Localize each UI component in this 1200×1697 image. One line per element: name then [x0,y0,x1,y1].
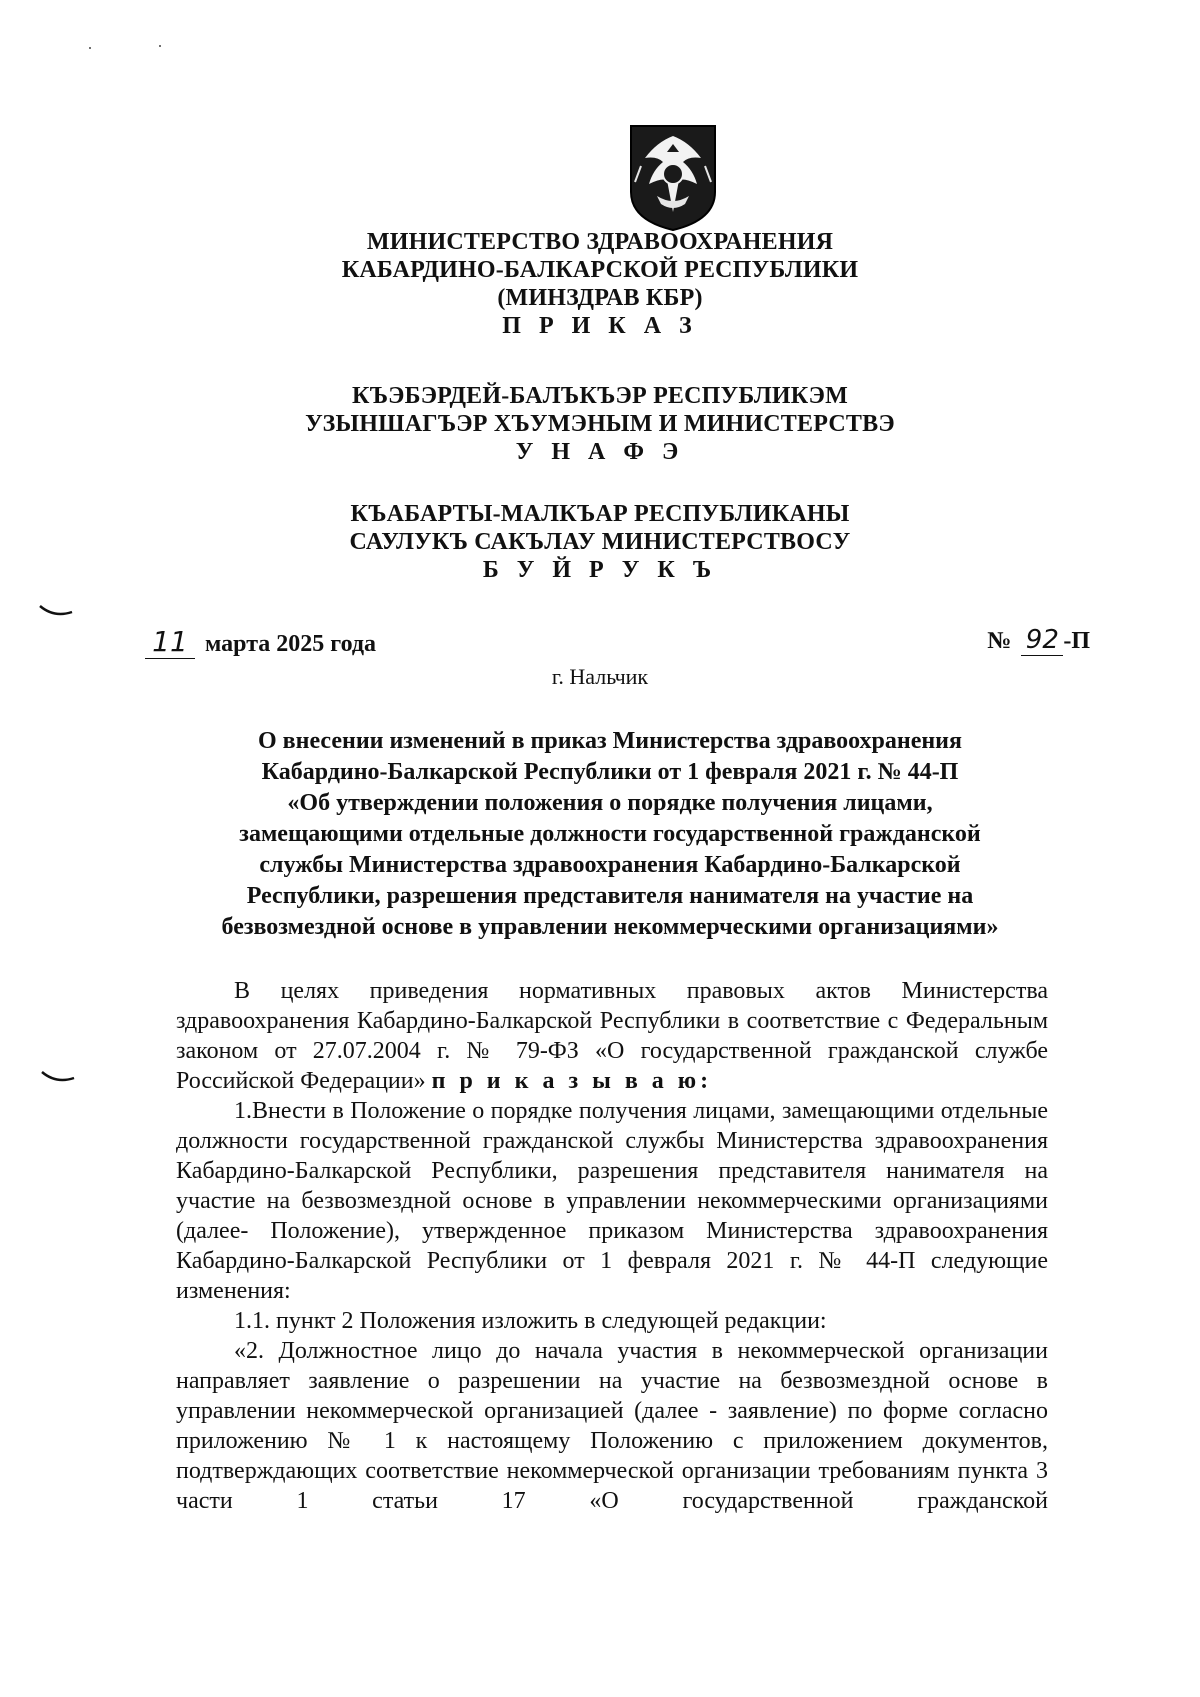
title-line: Республики, разрешения представителя нанимателя на участие на [246,883,974,909]
title-line: Кабардино-Балкарской Республики от 1 февраля 2021 г. № 44-П [261,759,959,785]
scan-mark-icon [38,604,74,620]
scan-dots-icon [80,40,170,60]
order-date [145,625,376,659]
prikazyvayu-word: п р и к а з ы в а ю: [431,1068,713,1094]
preamble-paragraph [176,976,1048,1096]
item-1-1-paragraph: 1.1. пункт 2 Положения изложить в следующей редакции: [234,1308,827,1334]
order-body [176,976,1048,1516]
header-doc-type-balkar: Б У Й Р У К Ъ [482,557,718,583]
header-ministry-balkar [280,500,920,584]
date-day-handwritten: 11 [145,625,195,659]
header-doc-type-ru: П Р И К А З [502,313,698,339]
header-kabardian-line2: УЗЫНШАГЪЭР ХЪУМЭНЫМ И МИНИСТЕРСТВЭ [305,411,895,437]
title-line: О внесении изменений в приказ Министерства здравоохранения [257,728,962,754]
item-1-paragraph: 1.Внести в Положение о порядке получения лицами, замещающими отдельные должности государственной гражданской службы Министерства здравоохранения Кабардино-Балкарской Республики, разрешения представителя нанимателя на участие на безвозмездной основе в управлении некоммерческими организациями (далее- Положение), утвержденное приказом Министерства здравоохранения Кабардино-Балкарской Республики от 1 февраля 2021 г. № 44-П следующие изменения: [176,1098,1048,1304]
header-ministry-line2: КАБАРДИНО-БАЛКАРСКОЙ РЕСПУБЛИКИ [341,257,859,283]
order-number [987,625,1090,656]
header-balkar-line1: КЪАБАРТЫ-МАЛКЪАР РЕСПУБЛИКАНЫ [350,501,850,527]
order-title [175,726,1045,943]
title-line: службы Министерства здравоохранения Кабардино-Балкарской [259,852,961,878]
number-suffix: -П [1063,628,1090,654]
preamble-text: В целях приведения нормативных правовых актов Министерства здравоохранения Кабардино-Балкарской Республики в соответствие с Федеральным законом от 27.07.2004 г. № 79-ФЗ «О государственной гражданской службе Российской Федерации» [176,978,1048,1094]
header-balkar-line2: САУЛУКЪ САКЪЛАУ МИНИСТЕРСТВОСУ [349,529,851,555]
number-handwritten: 92 [1021,625,1063,656]
number-prefix: № [987,628,1012,654]
item-2-quote-paragraph: «2. Должностное лицо до начала участия в некоммерческой организации направляет заявление о разрешении на участие на безвозмездной основе в управлении некоммерческой организацией (далее - заявление) по форме согласно приложению № 1 к настоящему Положению с приложением документов, подтверждающих соответствие некоммерческой организации требованиям пункта 3 части 1 статьи 17 «О государственной гражданской [176,1338,1048,1514]
title-line: замещающими отдельные должности государственной гражданской [239,821,981,847]
date-month-year: марта 2025 года [205,631,377,657]
header-ministry-line1: МИНИСТЕРСТВО ЗДРАВООХРАНЕНИЯ [366,229,834,255]
header-ministry-kabardian [280,382,920,466]
header-ministry-ru [280,228,920,340]
header-kabardian-line1: КЪЭБЭРДЕЙ-БАЛЪКЪЭР РЕСПУБЛИКЭМ [351,383,849,409]
header-doc-type-kabardian: У Н А Ф Э [515,439,685,465]
city: г. Нальчик [551,664,649,689]
title-line: безвозмездной основе в управлении некоммерческими организациями» [221,914,999,940]
coat-of-arms-emblem [627,122,719,232]
header-ministry-line3: (МИНЗДРАВ КБР) [497,285,703,311]
scan-mark-icon [40,1070,76,1086]
title-line: «Об утверждении положения о порядке получения лицами, [287,790,933,816]
